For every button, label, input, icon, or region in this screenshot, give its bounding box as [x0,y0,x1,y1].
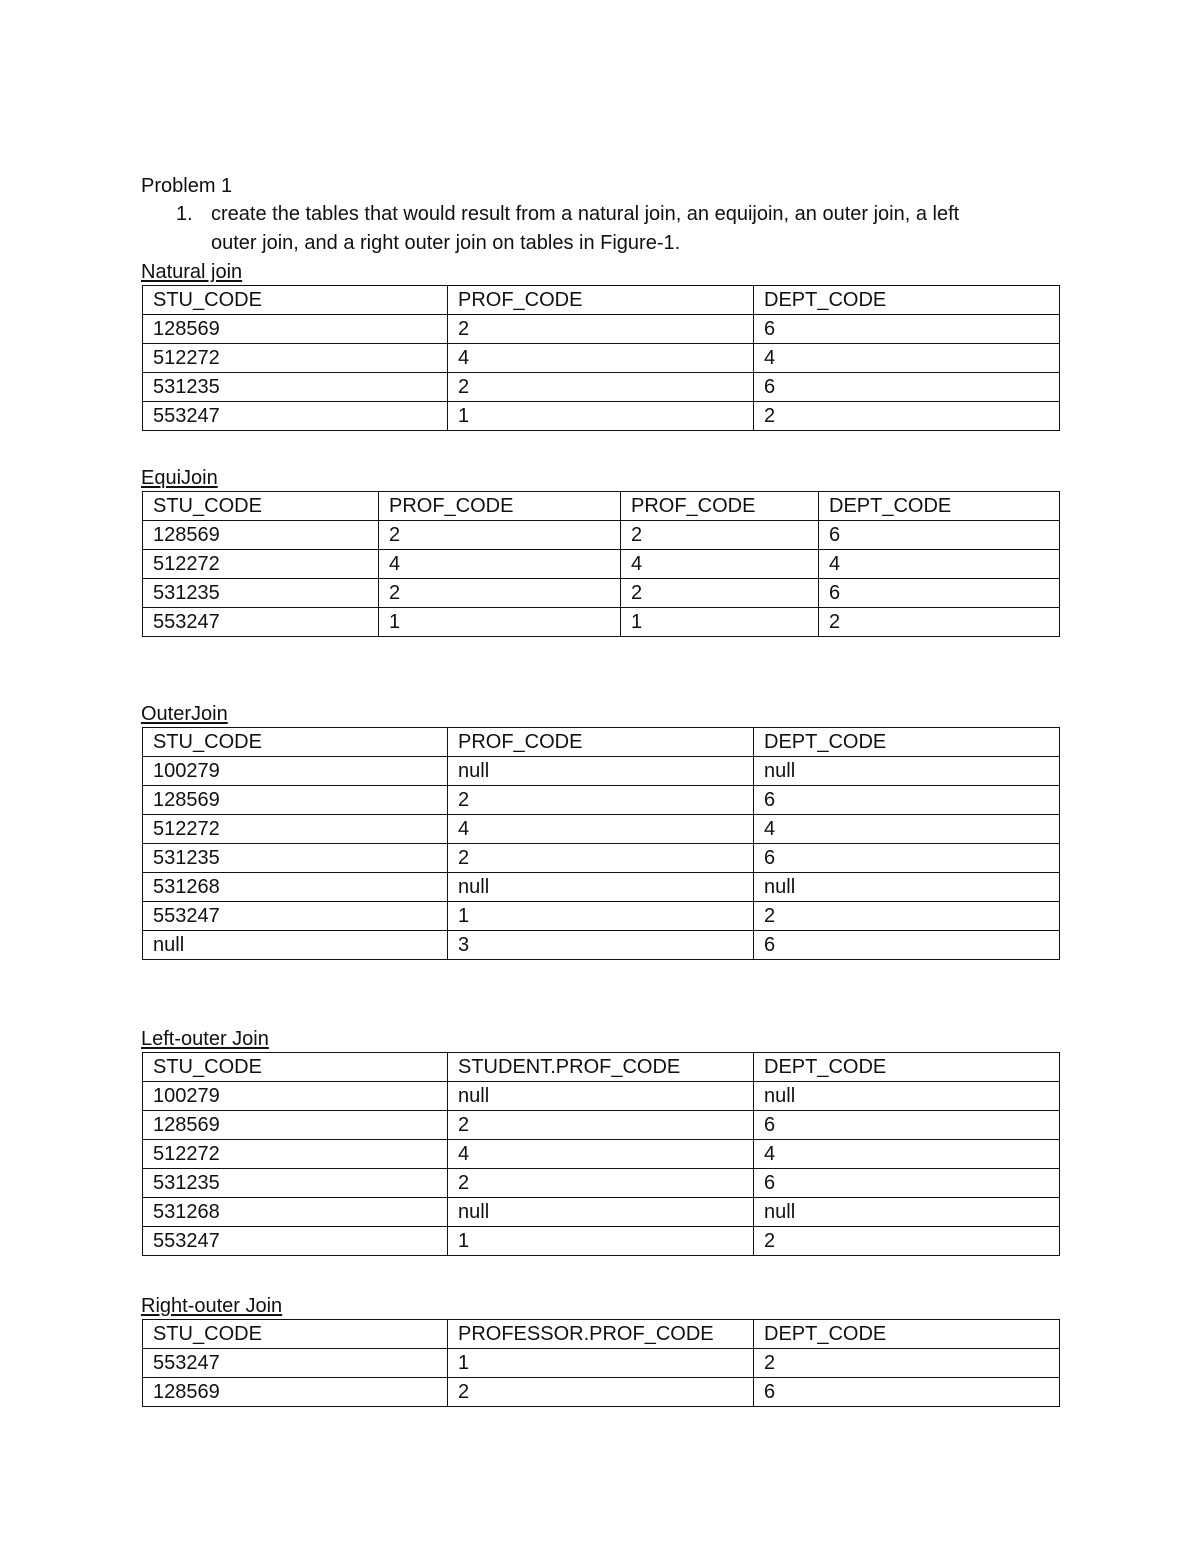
table-cell: 128569 [143,786,448,815]
column-header: DEPT_CODE [754,1053,1060,1082]
table-cell: 512272 [143,344,448,373]
table-row [143,844,1060,873]
table-cell: 2 [448,315,754,344]
table-cell: 531235 [143,1169,448,1198]
table-row [143,402,1060,431]
table-header-row [143,286,1060,315]
table-row [143,344,1060,373]
table-cell: 3 [448,931,754,960]
table-cell: 1 [379,608,621,637]
table-row [143,579,1060,608]
column-header: DEPT_CODE [754,728,1060,757]
table-cell: 553247 [143,1227,448,1256]
table-cell: 2 [448,1378,754,1407]
table-row [143,931,1060,960]
table-cell: 553247 [143,608,379,637]
table-cell: 2 [754,402,1060,431]
table-cell: 4 [448,815,754,844]
table-cell: 2 [448,1111,754,1140]
table-row [143,550,1060,579]
table-cell: 4 [621,550,819,579]
table-cell: null [754,1082,1060,1111]
column-header: STU_CODE [143,286,448,315]
table-cell: 553247 [143,1349,448,1378]
table-cell: 1 [448,1227,754,1256]
table-cell: 1 [448,402,754,431]
table-cell: null [143,931,448,960]
column-header: PROFESSOR.PROF_CODE [448,1320,754,1349]
table-cell: 4 [448,344,754,373]
table-cell: 6 [754,1378,1060,1407]
table-row [143,1111,1060,1140]
table-row [143,1169,1060,1198]
table-cell: 2 [379,521,621,550]
table-row [143,873,1060,902]
column-header: DEPT_CODE [819,492,1060,521]
table-cell: 553247 [143,902,448,931]
table-cell: 1 [448,1349,754,1378]
table-row [143,1082,1060,1111]
column-header: PROF_CODE [448,728,754,757]
table-header-row [143,728,1060,757]
table-row [143,1227,1060,1256]
table-cell: 4 [754,1140,1060,1169]
equijoin-table [142,491,1060,637]
table-header-row [143,1320,1060,1349]
table-cell: 2 [448,844,754,873]
table-cell: 512272 [143,1140,448,1169]
table-cell: 531235 [143,373,448,402]
table-cell: null [754,1198,1060,1227]
table-cell: 4 [819,550,1060,579]
table-row [143,315,1060,344]
table-row [143,815,1060,844]
outer-join-heading: OuterJoin [141,703,228,725]
table-cell: 4 [448,1140,754,1169]
table-cell: 6 [754,315,1060,344]
table-cell: 2 [448,1169,754,1198]
table-cell: 4 [379,550,621,579]
table-cell: 2 [379,579,621,608]
table-cell: 100279 [143,757,448,786]
column-header: STU_CODE [143,1053,448,1082]
table-cell: 6 [754,1169,1060,1198]
table-cell: 6 [819,521,1060,550]
table-row [143,757,1060,786]
table-cell: 6 [754,931,1060,960]
table-cell: 6 [819,579,1060,608]
column-header: PROF_CODE [621,492,819,521]
table-cell: 128569 [143,521,379,550]
column-header: STU_CODE [143,492,379,521]
table-cell: 6 [754,1111,1060,1140]
table-row [143,521,1060,550]
table-cell: null [448,1198,754,1227]
table-cell: 4 [754,344,1060,373]
outer-join-table [142,727,1060,960]
table-cell: 2 [754,1227,1060,1256]
column-header: PROF_CODE [379,492,621,521]
column-header: STUDENT.PROF_CODE [448,1053,754,1082]
right-outer-join-heading: Right-outer Join [141,1295,283,1317]
table-row [143,1378,1060,1407]
table-cell: 2 [621,579,819,608]
table-cell: 2 [819,608,1060,637]
table-cell: 531235 [143,844,448,873]
table-row [143,1349,1060,1378]
table-cell: 531268 [143,873,448,902]
table-cell: 128569 [143,315,448,344]
table-cell: null [754,757,1060,786]
table-cell: 553247 [143,402,448,431]
item-text-line-2: outer join, and a right outer join on tables in Figure-1. [211,232,681,254]
table-cell: null [448,1082,754,1111]
column-header: DEPT_CODE [754,286,1060,315]
table-cell: null [754,873,1060,902]
table-cell: 2 [448,373,754,402]
table-row [143,786,1060,815]
table-cell: 6 [754,844,1060,873]
problem-title: Problem 1 [141,175,233,197]
column-header: STU_CODE [143,1320,448,1349]
table-cell: null [448,873,754,902]
table-cell: 2 [754,902,1060,931]
table-cell: 128569 [143,1378,448,1407]
table-cell: 512272 [143,815,448,844]
column-header: DEPT_CODE [754,1320,1060,1349]
table-cell: 512272 [143,550,379,579]
table-row [143,1140,1060,1169]
table-header-row [143,492,1060,521]
left-outer-join-table [142,1052,1060,1256]
item-number: 1. [176,203,193,225]
table-cell: null [448,757,754,786]
natural-join-heading: Natural join [141,261,243,283]
table-header-row [143,1053,1060,1082]
table-cell: 128569 [143,1111,448,1140]
table-row [143,902,1060,931]
table-row [143,608,1060,637]
right-outer-join-table [142,1319,1060,1407]
table-cell: 1 [448,902,754,931]
table-row [143,373,1060,402]
left-outer-join-heading: Left-outer Join [141,1028,269,1050]
column-header: STU_CODE [143,728,448,757]
table-cell: 2 [448,786,754,815]
item-text-line-1: create the tables that would result from a natural join, an equijoin, an outer join, a left [211,203,960,225]
table-row [143,1198,1060,1227]
table-cell: 100279 [143,1082,448,1111]
table-cell: 1 [621,608,819,637]
table-cell: 4 [754,815,1060,844]
table-cell: 531235 [143,579,379,608]
table-cell: 6 [754,786,1060,815]
natural-join-table [142,285,1060,431]
table-cell: 531268 [143,1198,448,1227]
table-cell: 6 [754,373,1060,402]
table-cell: 2 [754,1349,1060,1378]
equijoin-heading: EquiJoin [141,467,218,489]
table-cell: 2 [621,521,819,550]
column-header: PROF_CODE [448,286,754,315]
